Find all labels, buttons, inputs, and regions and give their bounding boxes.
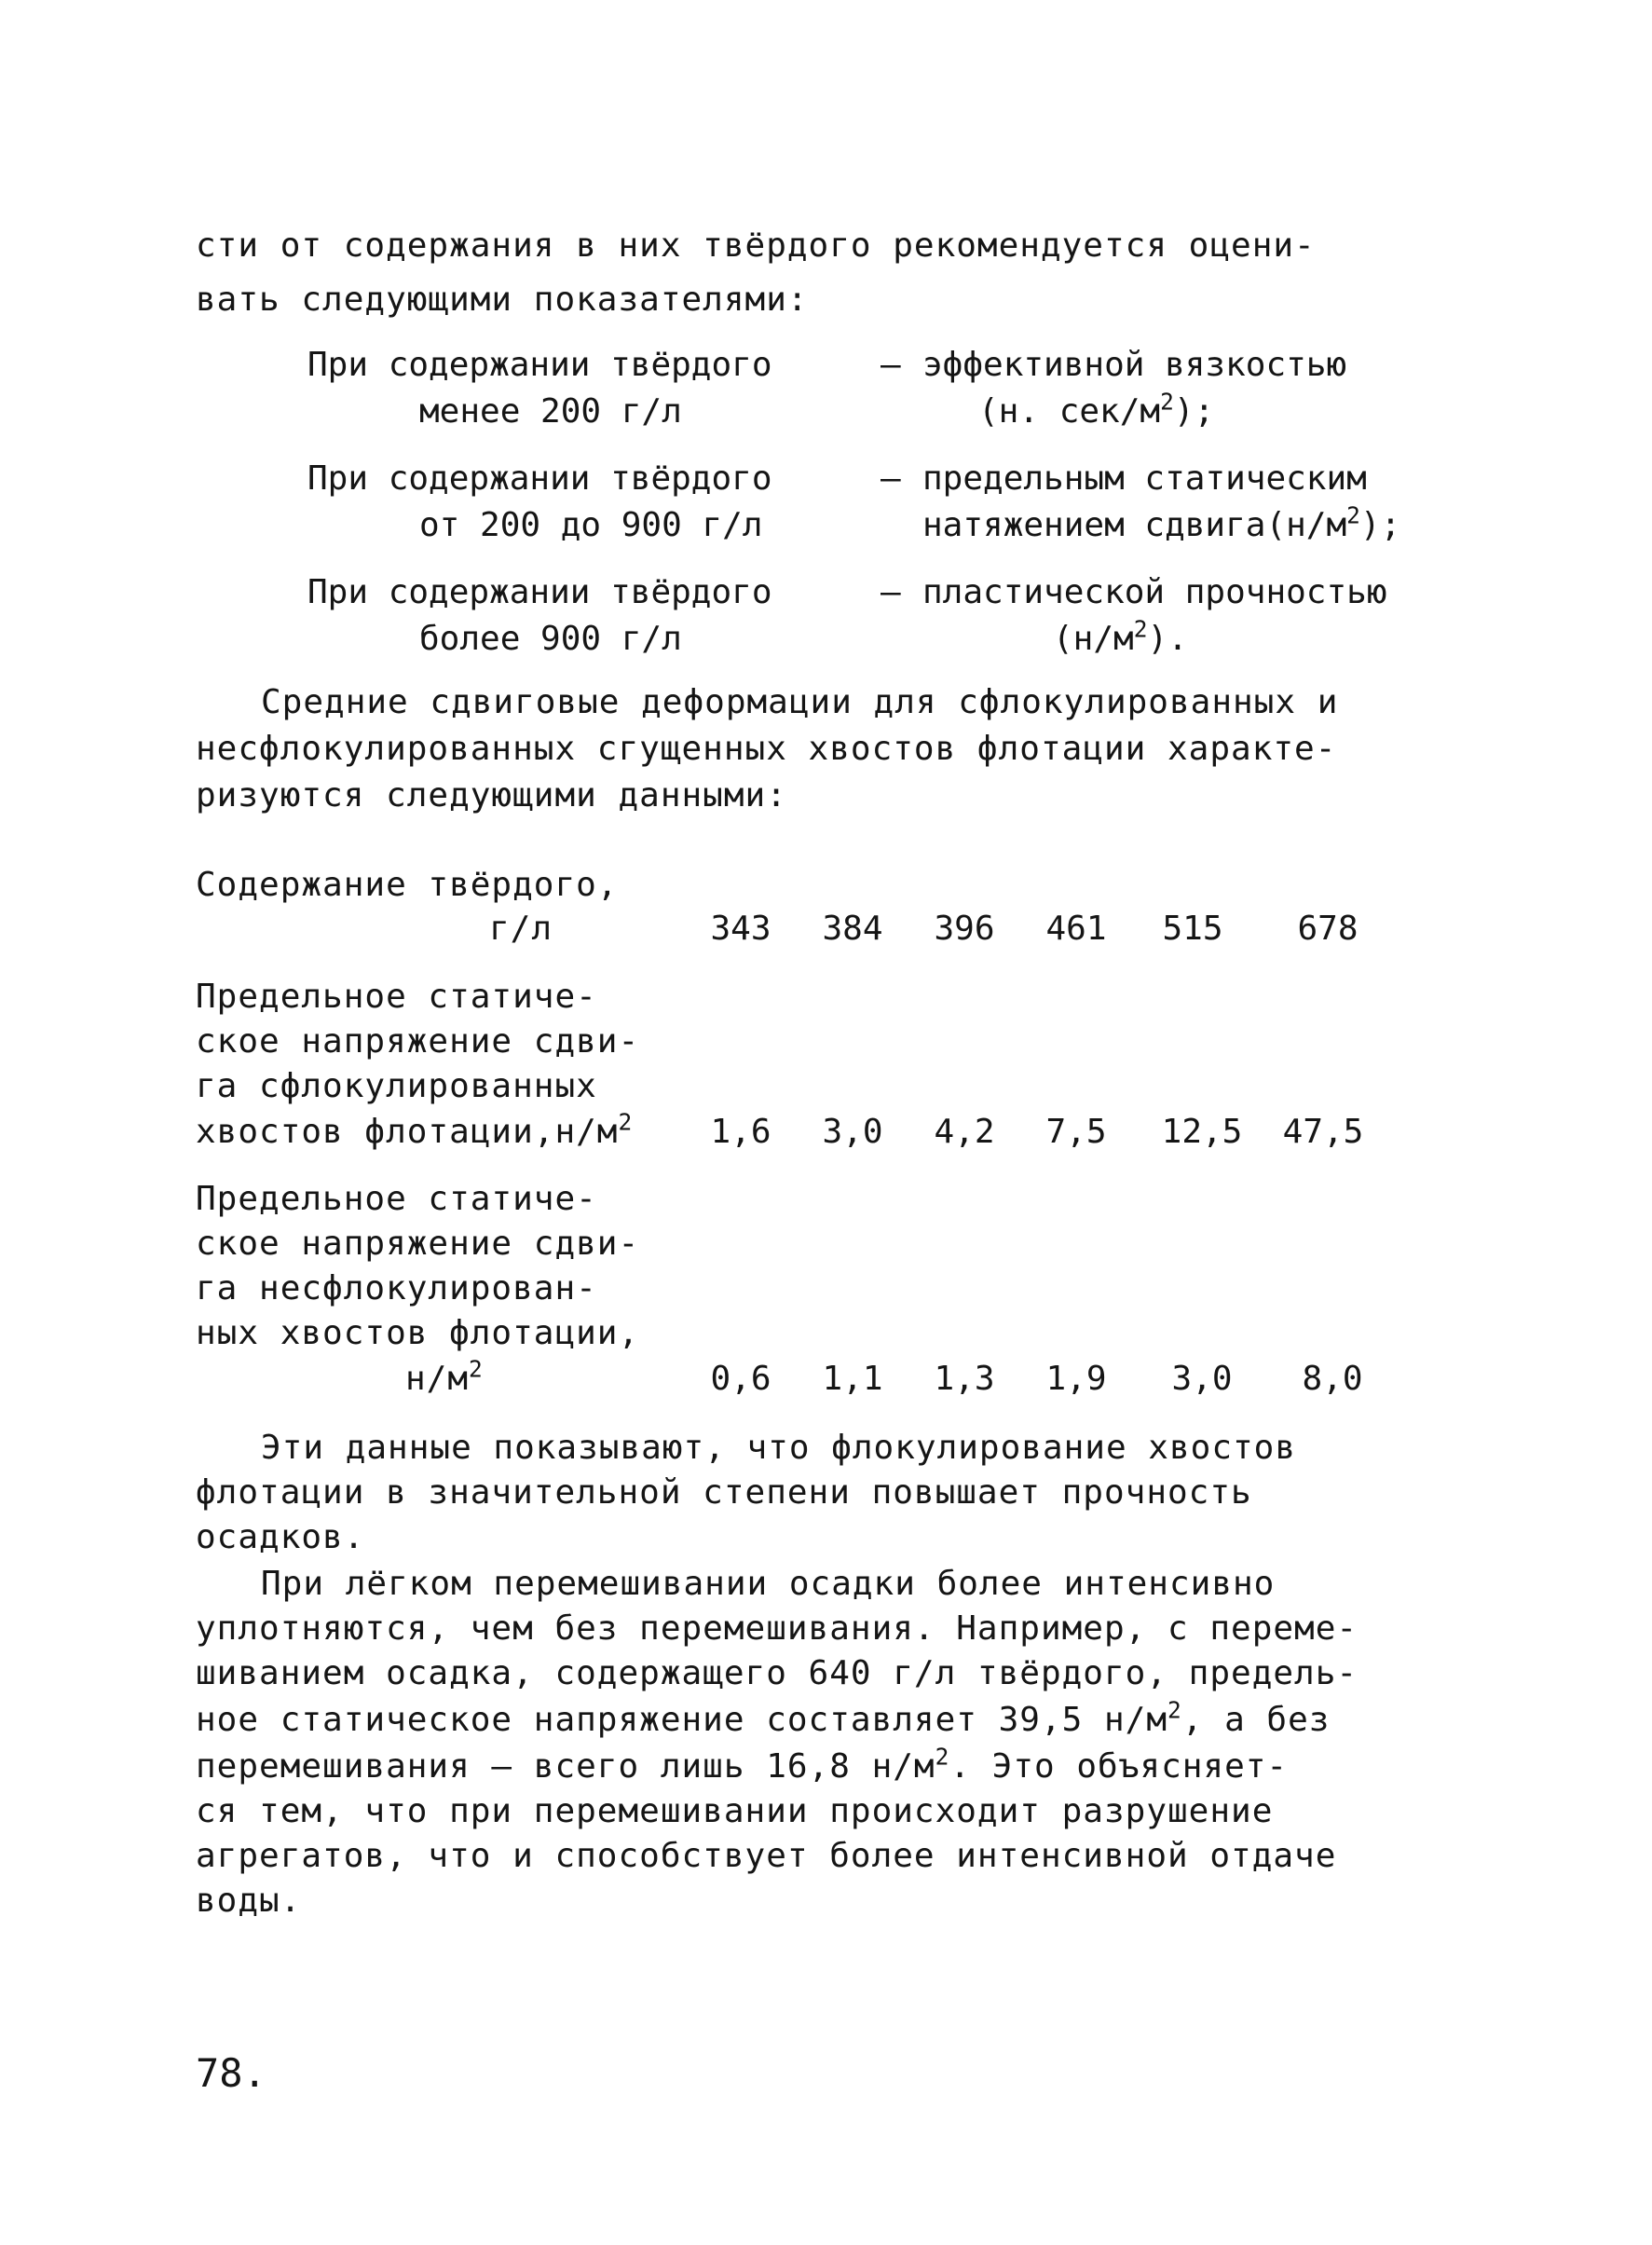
table-cell: 3,0 bbox=[822, 1113, 883, 1151]
indicator-effect: эффективной вязкостью bbox=[922, 346, 1347, 384]
table-cell: 1,3 bbox=[934, 1360, 995, 1398]
indicator-effect: пластической прочностью bbox=[922, 573, 1387, 611]
table-cell: 1,9 bbox=[1045, 1360, 1107, 1398]
para2-line-1: Средние сдвиговые деформации для сфлокулированных и bbox=[261, 683, 1339, 721]
para3-line-1: Эти данные показывают, что флокулирование хвостов bbox=[261, 1429, 1297, 1467]
para2-line-2: несфлокулированных сгущенных хвостов флотации характе- bbox=[196, 730, 1337, 768]
table-cell: 461 bbox=[1045, 910, 1107, 948]
indicator-dash: – bbox=[881, 573, 901, 611]
row-label: ское напряжение сдви- bbox=[196, 1225, 640, 1263]
table-cell: 384 bbox=[822, 910, 883, 948]
indicator-condition: При содержании твёрдого bbox=[307, 573, 772, 611]
indicator-unit: натяжением $сдвига(н/м^2)$; bbox=[922, 501, 1401, 544]
indicator-condition-range: менее 200 г/л bbox=[419, 392, 682, 431]
row-label: ское напряжение сдви- bbox=[196, 1022, 640, 1061]
table-cell: 515 bbox=[1162, 910, 1223, 948]
indicator-dash: – bbox=[881, 346, 901, 384]
para3-line-3: осадков. bbox=[196, 1518, 365, 1556]
indicator-condition: При содержании твёрдого bbox=[307, 459, 772, 498]
row-label: Предельное статиче- bbox=[196, 978, 597, 1016]
row-label: хвостов $флотации,н/м^2$ bbox=[196, 1108, 634, 1151]
indicator-condition-range: от 200 до 900 г/л bbox=[419, 506, 763, 544]
para4-line-5: перемешивания – всего лишь 16,8 $н/м^2$. Это объясняет- bbox=[196, 1743, 1289, 1786]
row-label: га сфлокулированных bbox=[196, 1067, 597, 1105]
indicator-effect: предельным статическим bbox=[922, 459, 1367, 498]
row-label: ных хвостов флотации, bbox=[196, 1314, 640, 1352]
table-cell: 1,6 bbox=[710, 1113, 771, 1151]
para4-line-6: ся тем, что при перемешивании происходит разрушение bbox=[196, 1792, 1274, 1830]
row-label: Содержание твёрдого, bbox=[196, 866, 619, 904]
row-label: Предельное статиче- bbox=[196, 1180, 597, 1218]
table-cell: 3,0 bbox=[1171, 1360, 1233, 1398]
table-cell: 0,6 bbox=[710, 1360, 771, 1398]
para4-line-2: уплотняются, чем без перемешивания. Например, с переме- bbox=[196, 1609, 1358, 1648]
table-cell: 8,0 bbox=[1302, 1360, 1363, 1398]
page-number: 78. bbox=[196, 2050, 266, 2096]
intro-line-1: сти от содержания в них твёрдого рекомендуется оцени- bbox=[196, 226, 1316, 265]
row-label-unit: $н/м^2$ bbox=[405, 1355, 484, 1398]
para4-line-8: воды. bbox=[196, 1882, 302, 1920]
indicator-unit: (н. сек/$м^2$); bbox=[978, 388, 1215, 431]
para4-line-7: агрегатов, что и способствует более интенсивной отдаче bbox=[196, 1837, 1337, 1875]
table-cell: 343 bbox=[710, 910, 771, 948]
indicator-condition: При содержании твёрдого bbox=[307, 346, 772, 384]
row-label: га несфлокулирован- bbox=[196, 1269, 597, 1307]
table-cell: 4,2 bbox=[934, 1113, 995, 1151]
para4-line-4: ное статическое напряжение составляет 39,5 $н/м^2$, а без bbox=[196, 1696, 1331, 1739]
table-cell: 7,5 bbox=[1045, 1113, 1107, 1151]
para4-line-1: При лёгком перемешивании осадки более интенсивно bbox=[261, 1565, 1276, 1603]
intro-line-2: вать следующими показателями: bbox=[196, 281, 809, 319]
indicator-unit: $(н/м^2)$. bbox=[1053, 615, 1188, 658]
indicator-dash: – bbox=[881, 459, 901, 498]
para3-line-2: флотации в значительной степени повышает прочность bbox=[196, 1473, 1252, 1512]
para4-line-3: шиванием осадка, содержащего 640 г/л твёрдого, предель- bbox=[196, 1654, 1358, 1692]
table-cell: 678 bbox=[1297, 910, 1358, 948]
indicator-condition-range: более 900 г/л bbox=[419, 620, 682, 658]
table-cell: 47,5 bbox=[1282, 1113, 1364, 1151]
para2-line-3: ризуются следующими данными: bbox=[196, 776, 787, 814]
row-label-unit: г/л bbox=[489, 910, 553, 948]
table-cell: 1,1 bbox=[822, 1360, 883, 1398]
table-cell: 12,5 bbox=[1161, 1113, 1243, 1151]
table-cell: 396 bbox=[934, 910, 995, 948]
